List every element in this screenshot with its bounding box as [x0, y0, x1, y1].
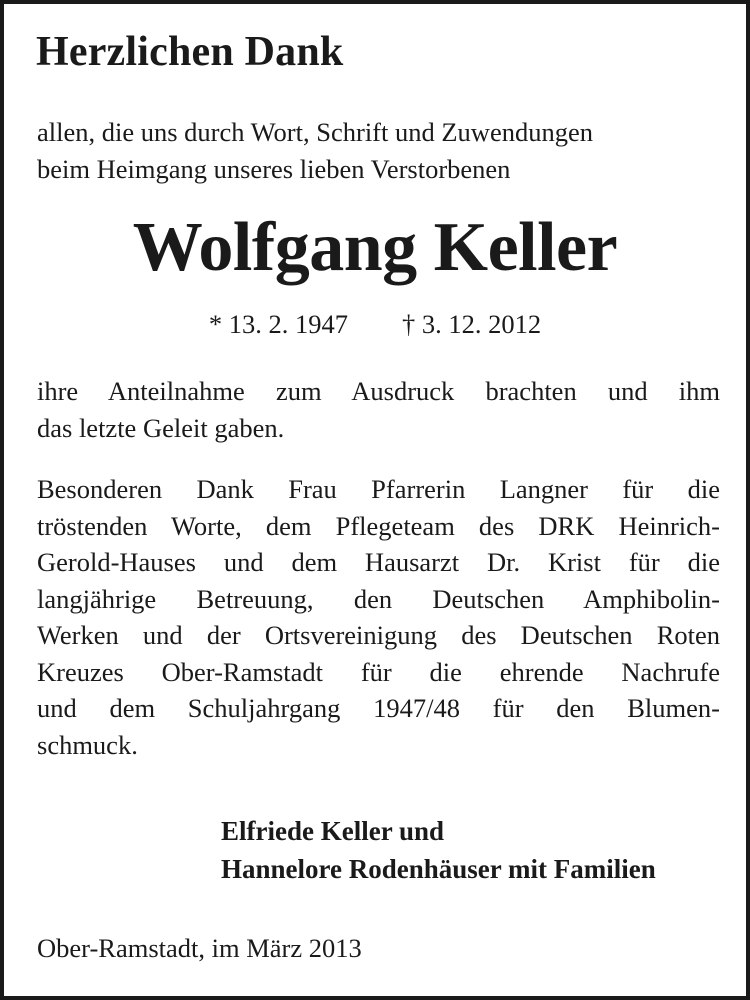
- thanks-paragraph: [37, 471, 720, 763]
- thanks-line: Kreuzes Ober-Ramstadt für die ehrende Nachrufe: [37, 656, 720, 687]
- signature-block: [221, 812, 656, 888]
- thanks-line: Besonderen Dank Frau Pfarrerin Langner für die: [37, 474, 720, 504]
- thanks-line: langjährige Betreuung, den Deutschen Amphibolin-: [37, 583, 720, 614]
- deceased-name: Wolfgang Keller: [132, 209, 618, 286]
- sympathy-paragraph: [37, 373, 720, 446]
- sympathy-line: das letzte Geleit gaben.: [37, 412, 285, 443]
- signer-name: Hannelore Rodenhäuser mit Familien: [221, 854, 656, 884]
- thanks-line: und dem Schuljahrgang 1947/48 für den Blumen-: [37, 693, 720, 723]
- page-title: Herzlichen Dank: [36, 29, 344, 75]
- sympathy-line: ihre Anteilnahme zum Ausdruck brachten und ihm: [37, 376, 720, 406]
- intro-paragraph: [37, 114, 720, 187]
- life-dates: [4, 309, 746, 340]
- birth-date: * 13. 2. 1947: [208, 309, 348, 339]
- death-date: † 3. 12. 2012: [402, 309, 542, 339]
- intro-line: allen, die uns durch Wort, Schrift und Zuwendungen: [37, 117, 593, 147]
- thanks-line: Gerold-Hauses und dem Hausarzt Dr. Krist für die: [37, 547, 720, 577]
- place-date: Ober-Ramstadt, im März 2013: [37, 933, 362, 963]
- thanks-line: schmuck.: [37, 729, 138, 760]
- signer-name: Elfriede Keller und: [221, 816, 444, 846]
- intro-line: beim Heimgang unseres lieben Verstorbenen: [37, 153, 511, 184]
- thanks-line: tröstenden Worte, dem Pflegeteam des DRK Heinrich-: [37, 510, 720, 541]
- thanks-line: Werken und der Ortsvereinigung des Deutschen Roten: [37, 620, 720, 650]
